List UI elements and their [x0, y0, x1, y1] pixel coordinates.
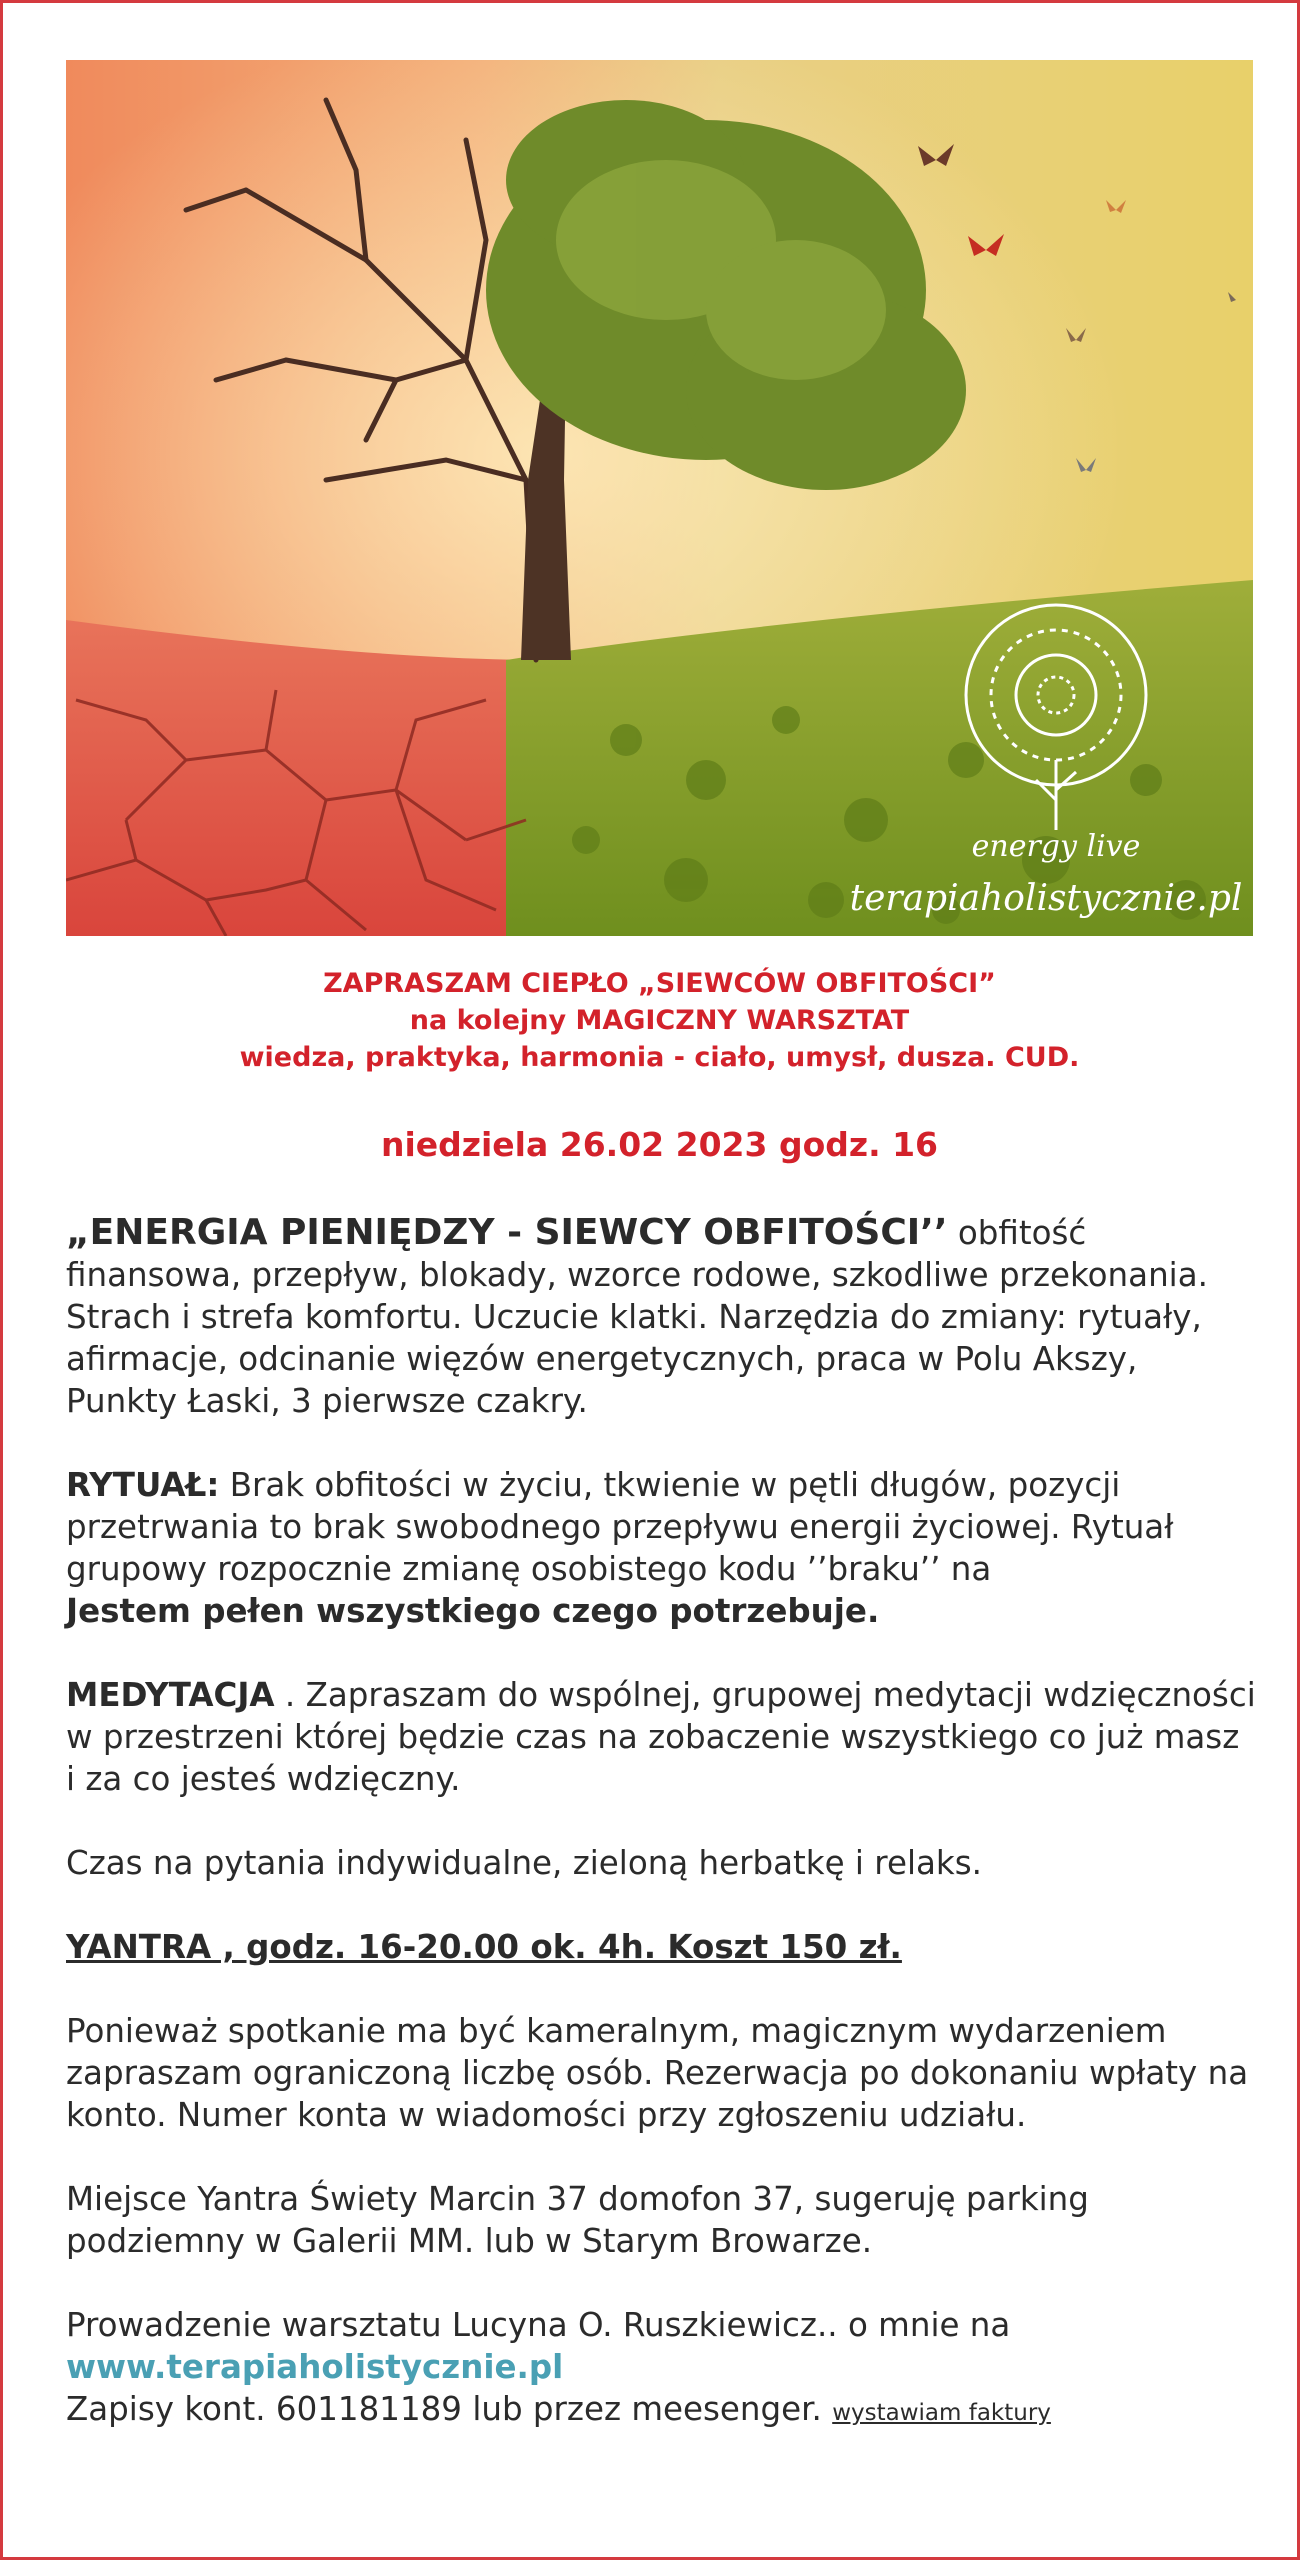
host-text: Prowadzenie warsztatu Lucyna O. Ruszkiewicz.. o mnie na [66, 2306, 1011, 2344]
meditation-paragraph [66, 1674, 1256, 1800]
hero-image [66, 60, 1253, 936]
event-date: niedziela 26.02 2023 godz. 16 [380, 1125, 939, 1164]
intro-line-3: wiedza, praktyka, harmonia - ciało, umysł, dusza. CUD. [239, 1042, 1080, 1073]
meditation-text: . Zapraszam do wspólnej, grupowej medytacji wdzięczności w przestrzeni której będzie czas na zobaczenie wszystkiego co już masz i za co jesteś wdzięczny. [66, 1676, 1256, 1798]
footer-paragraph [66, 2304, 1256, 2434]
ritual-text: Brak obfitości w życiu, tkwienie w pętli długów, pozycji przetrwania to brak swobodnego przepływu energii życiowej. Rytuał grupowy rozpocznie zmianę osobistego kodu ’’braku’’ na [66, 1466, 1174, 1588]
intro-heading [66, 965, 1253, 1076]
ritual-paragraph [66, 1464, 1256, 1632]
ritual-label: RYTUAŁ: [66, 1466, 220, 1504]
ritual-affirmation: Jestem pełen wszystkiego czego potrzebuje. [66, 1592, 880, 1630]
energy-text: obfitość finansowa, przepływ, blokady, wzorce rodowe, szkodliwe przekonania. Strach i strefa komfortu. Uczucie klatki. Narzędzia do zmiany: rytuały, afirmacje, odcinanie więzów energetycznych, praca w Polu Akszy, Punkty Łaski, 3 pierwsze czakry. [66, 1214, 1208, 1420]
yantra-info: YANTRA , godz. 16-20.00 ok. 4h. Koszt 150 zł. [66, 1928, 902, 1966]
brand-website: terapiaholistycznie.pl [849, 878, 1243, 919]
invoice-link[interactable]: wystawiam faktury [832, 2400, 1051, 2426]
hero-illustration [66, 60, 1253, 936]
event-description [66, 1212, 1256, 2434]
website-link[interactable]: www.terapiaholistycznie.pl [66, 2348, 564, 2386]
questions-paragraph: Czas na pytania indywidualne, zieloną herbatkę i relaks. [66, 1844, 982, 1882]
place-paragraph: Miejsce Yantra Świety Marcin 37 domofon 37, sugeruję parking podziemny w Galerii MM. lub w Starym Browarze. [66, 2180, 1089, 2260]
intro-line-2: na kolejny MAGICZNY WARSZTAT [409, 1005, 910, 1036]
energy-paragraph [66, 1212, 1256, 1422]
intro-line-1: ZAPRASZAM CIEPŁO „SIEWCÓW OBFITOŚCI” [323, 968, 996, 999]
reservation-paragraph: Ponieważ spotkanie ma być kameralnym, magicznym wydarzeniem zapraszam ograniczoną liczbę osób. Rezerwacja po dokonaniu wpłaty na konto. Numer konta w wiadomości przy zgłoszeniu udziału. [66, 2012, 1249, 2134]
workshop-title: „ENERGIA PIENIĘDZY - SIEWCY OBFITOŚCI’’ [66, 1212, 948, 1253]
meditation-label: MEDYTACJA [66, 1676, 275, 1714]
contact-text: Zapisy kont. 601181189 lub przez meesenger. [66, 2390, 822, 2428]
brand-name: energy live [971, 829, 1141, 864]
